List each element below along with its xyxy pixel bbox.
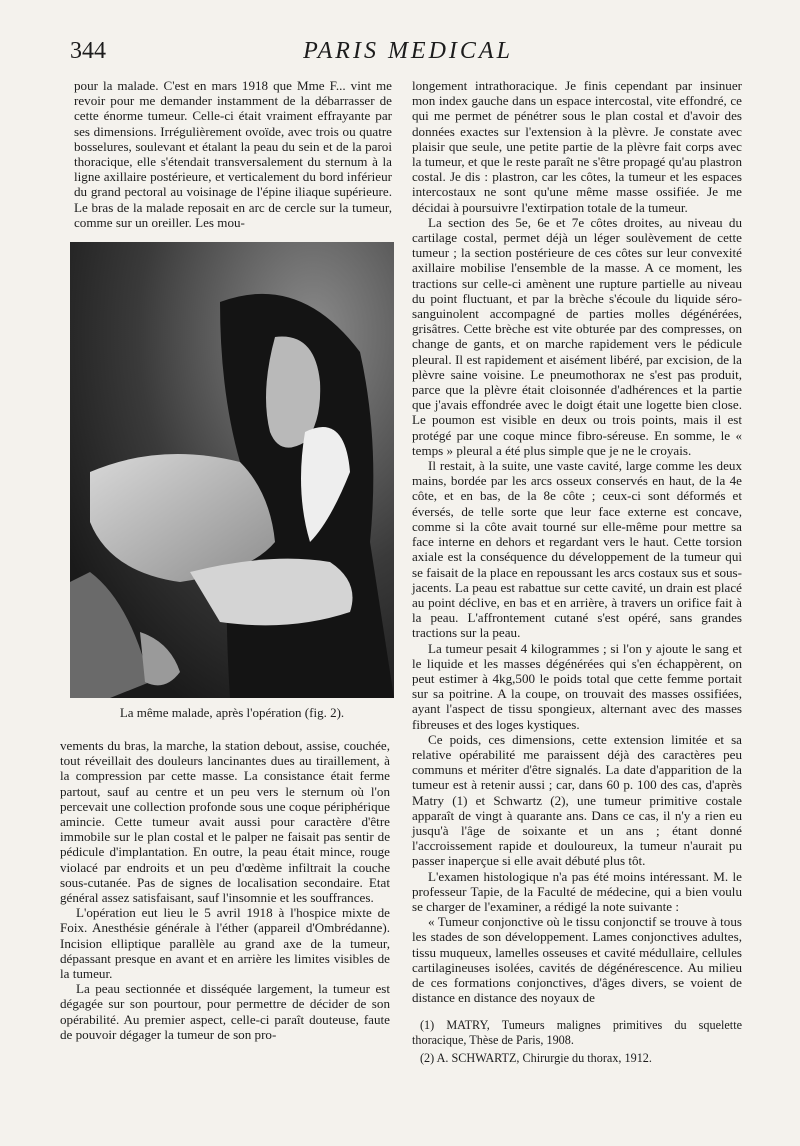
journal-title: PARIS MEDICAL [303,38,513,64]
right-column [412,78,742,1005]
footnotes [412,1018,742,1069]
paragraph: Il restait, à la suite, une vaste cavité, large comme les deux mains, bordée par les arcs osseux conservés en haut, de la 4e côte, et en bas, de la 8e côte ; ceux-ci sont déformés et éversés, de telle sorte que leur face externe est concave, comme si la côte avait tourné sur elle-même pour mettre sa face interne en dehors et regardant vers le haut. Cette torsion axiale est la conséquence du développement de la tumeur qui se faisait de la place en repoussant les arcs costaux sus et sous-jacents. La peau est rabattue sur cette cavité, un drain est placé au point déclive, en bas et en arrière, à travers un orifice fait à la peau. L'affrontement cutané s'est opéré, sans grandes tractions sur la peau. [412,458,742,641]
page-header [56,30,760,70]
footnote: (2) A. SCHWARTZ, Chirurgie du thorax, 1912. [420,1051,652,1065]
paragraph: L'examen histologique n'a pas été moins intéressant. M. le professeur Tapie, de la Faculté de médecine, qui a bien voulu se charger de l'examiner, a rédigé la note suivante : [412,868,742,914]
figure-caption: La même malade, après l'opération (fig. 2). [119,705,345,720]
paragraph: La section des 5e, 6e et 7e côtes droites, au niveau du cartilage costal, permet déjà un léger soulèvement de cette tumeur ; la section postérieure de ces côtes sur leur convexité axillaire mobilise l'ensemble de la masse. A ce moment, les tractions sur celle-ci amènent une rupture partielle au niveau du point fluctuant, et par la brèche s'écoule du liquide séro-sanguinolent accompagné de parties molles dégénérées, grisâtres. Cette brèche est vite obturée par des compresses, on change de gants, et on marche rapidement vers le pédicule pleural. Il est rapidement et aisément libéré, par excision, de la plèvre saine voisine. Le pneumothorax ne s'est pas produit, parce que la plèvre était cloisonnée d'adhérences et la partie que j'avais effondrée avec le doigt était une logette bien close. Le poumon est visible en deux ou trois points, mais il est protégé par une coque mince fibro-séreuse. En somme, le « temps » pleural a été plus simple que je ne le croyais. [412,214,742,458]
paragraph: La tumeur pesait 4 kilogrammes ; si l'on y ajoute le sang et le liquide et les masses dégénérées qui s'en échappèrent, on peut estimer à 4kg,500 le poids total que cette femme portait sur sa poitrine. A la coupe, on trouvait des masses ossifiées, ayant l'aspect de tissu spongieux, alternant avec des masses fibreuses et des loges kystiques. [412,640,742,732]
footnote: (1) MATRY, Tumeurs malignes primitives du squelette thoracique, Thèse de Paris, 1908. [412,1018,742,1047]
photograph-image [70,242,394,698]
left-column-bottom [60,738,390,1042]
paragraph: Ce poids, ces dimensions, cette extension limitée et sa relative opérabilité me paraissent déjà des caractères peu communs et mériter d'être signalés. La date d'apparition de la tumeur est à retenir aussi ; car, dans 60 p. 100 des cas, d'après Matry (1) et Schwartz (2), une tumeur primitive costale apparaît de vingt à quarante ans. Dans ce cas, il n'y a rien eu jusqu'à l'âge de soixante et un ans ; étant donné l'accroissement rapide et douloureux, la tumeur n'aurait pu passer inaperçue si elle avait débuté plus tôt. [412,731,742,869]
patient-photograph [70,242,394,698]
paragraph: « Tumeur conjonctive où le tissu conjonctif se trouve à tous les stades de son développement. Lames conjonctives adultes, tissu muqueux, lamelles osseuses et cavité médullaire, cellules cartilagineuses isolées, cavités de dégénérescence. Au milieu de ces formations conjonctives, d'âges divers, se voient de distance en distance des noyaux de [412,914,742,1006]
paragraph: La peau sectionnée et disséquée largement, la tumeur est dégagée sur son pourtour, pour permettre de décider de son opérabilité. Au premier aspect, celle-ci paraît douteuse, faute de pouvoir dégager la tumeur de son pro- [60,981,390,1042]
paragraph: vements du bras, la marche, la station debout, assise, couchée, tout réveillait des douleurs lancinantes dues au tiraillement, à la compression par cette masse. La consistance était ferme partout, sauf au centre et un peu vers le sternum où l'on percevait une collection profonde sous une coque périphérique amincie. Cette tumeur avait aussi pour caractère d'être immobile sur le plan costal et le palper ne faisait pas sentir de pédicule d'implantation. En outre, la peau était mince, rouge violacé par endroits et un peu d'œdème infiltrait la couche sous-cutanée. Pas de signes de localisation secondaire. Etat général assez satisfaisant, sauf l'insomnie et les souffrances. [60,738,390,906]
left-column-top [74,78,392,230]
paragraph: L'opération eut lieu le 5 avril 1918 à l'hospice mixte de Foix. Anesthésie générale à l'éther (appareil d'Ombrédanne). Incision elliptique parallèle au grand axe de la tumeur, dépassant presque en avant et en arrière les limites visibles de la tumeur. [60,905,390,982]
paragraph: longement intrathoracique. Je finis cependant par insinuer mon index gauche dans un espace intercostal, vite effondré, ce qui me permet de pénétrer sous le plan costal et d'avoir des données exactes sur l'extension à la plèvre. Je constate avec plaisir que seule, une petite partie de la plèvre fait corps avec la tumeur, et que le reste paraît ne s'être propagé qu'au plastron costal. Je dis : plastron, car les côtes, la tumeur et les espaces intercostaux ne sont qu'une même masse ossifiée. Je me décidai à poursuivre l'extirpation totale de la tumeur. [412,78,742,215]
paragraph: pour la malade. C'est en mars 1918 que Mme F... vint me revoir pour me demander instamment de la débarrasser de cette énorme tumeur. Celle-ci était vraiment effrayante par ses dimensions. Irrégulièrement ovoïde, avec trois ou quatre bosselures, soulevant et étalant la peau du sein et de la paroi thoracique, elle s'étendait transversalement du sternum à la ligne axillaire postérieure, et verticalement du bord inférieur du grand pectoral au voisinage de l'épine iliaque supérieure. Le bras de la malade reposait en arc de cercle sur la tumeur, comme sur un oreiller. Les mou- [74,78,392,230]
page-number: 344 [70,38,106,64]
